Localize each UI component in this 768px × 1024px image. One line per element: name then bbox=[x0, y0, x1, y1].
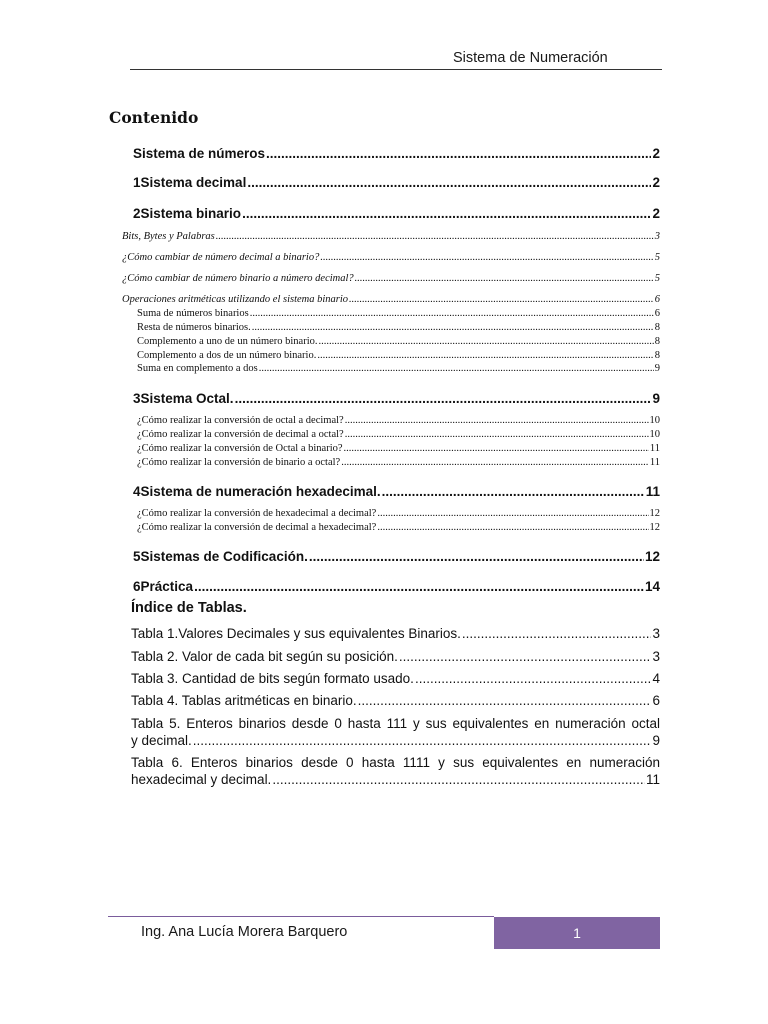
toc-leader bbox=[399, 649, 652, 664]
toc-entry-page: 8 bbox=[654, 322, 660, 333]
toc-entry-page: 3 bbox=[654, 231, 660, 242]
toc-entry-text: Sistemas de Codificación. bbox=[140, 549, 308, 564]
toc-leader bbox=[341, 457, 649, 468]
toc-entry-page: 6 bbox=[654, 294, 660, 305]
toc-entry-page: 11 bbox=[645, 484, 660, 499]
toc-entry-text: ¿Cómo realizar la conversión de hexadecimal a decimal? bbox=[137, 508, 377, 519]
toc-entry[interactable] bbox=[133, 175, 660, 190]
toc-entry[interactable] bbox=[137, 350, 660, 361]
toc-leader bbox=[272, 771, 645, 788]
toc-entry-page: 8 bbox=[654, 350, 660, 361]
toc-entry-text: Operaciones aritméticas utilizando el sistema binario bbox=[122, 294, 349, 305]
toc-entry-text: Sistema Octal. bbox=[140, 391, 234, 406]
toc-leader bbox=[242, 206, 651, 221]
toc-entry[interactable] bbox=[133, 391, 660, 406]
toc-entry-text: Sistema decimal bbox=[140, 175, 247, 190]
toc-entry-page: 12 bbox=[644, 549, 660, 564]
toc-entry[interactable] bbox=[137, 443, 660, 454]
toc-entry-page: 6 bbox=[654, 308, 660, 319]
toc-leader bbox=[216, 231, 654, 242]
toc-entry-number: 2 bbox=[133, 206, 141, 221]
toc-entry-page: 10 bbox=[649, 415, 660, 426]
toc-leader bbox=[317, 350, 653, 361]
toc-leader bbox=[415, 671, 652, 686]
toc-entry[interactable] bbox=[137, 363, 660, 374]
toc-entry-text: ¿Cómo realizar la conversión de decimal a hexadecimal? bbox=[137, 522, 377, 533]
toc-leader bbox=[319, 336, 654, 347]
toc-entry-page: 14 bbox=[644, 579, 660, 594]
toc-leader bbox=[345, 429, 649, 440]
toc-entry[interactable] bbox=[122, 273, 660, 284]
toc-entry-text: ¿Cómo realizar la conversión de binario a octal? bbox=[137, 457, 341, 468]
toc-entry[interactable] bbox=[122, 252, 660, 263]
toc-entry-text: Sistema de números bbox=[133, 146, 266, 161]
toc-leader bbox=[259, 363, 654, 374]
header-rule bbox=[130, 69, 662, 70]
table-entry-text: Tabla 3. Cantidad de bits según formato usado. bbox=[131, 671, 414, 686]
toc-entry-text: ¿Cómo realizar la conversión de decimal a octal? bbox=[137, 429, 344, 440]
toc-entry-page: 9 bbox=[652, 391, 660, 406]
toc-leader bbox=[252, 322, 654, 333]
table-entry-text: Tabla 5. Enteros binarios desde 0 hasta 111 y sus equivalentes en numeración octal bbox=[131, 716, 660, 731]
footer-page-number bbox=[494, 917, 660, 949]
toc-entry-page: 12 bbox=[649, 508, 660, 519]
toc-leader bbox=[194, 579, 644, 594]
toc-entry-text: Resta de números binarios. bbox=[137, 322, 251, 333]
toc-entry-text: ¿Cómo realizar la conversión de octal a decimal? bbox=[137, 415, 344, 426]
toc-entry-page: 2 bbox=[652, 146, 660, 161]
toc-leader bbox=[377, 522, 648, 533]
toc-entry-text: Sistema de numeración hexadecimal. bbox=[140, 484, 381, 499]
toc-entry-page: 5 bbox=[654, 252, 660, 263]
toc-entry-text: Sistema binario bbox=[140, 206, 242, 221]
toc-leader bbox=[349, 294, 654, 305]
table-entry-page: 6 bbox=[652, 693, 660, 708]
toc-entry-page: 9 bbox=[654, 363, 660, 374]
toc-entry-text: Suma de números binarios bbox=[137, 308, 249, 319]
toc-leader bbox=[266, 146, 651, 161]
toc-entry[interactable] bbox=[133, 579, 660, 594]
toc-entry-text: ¿Cómo realizar la conversión de Octal a binario? bbox=[137, 443, 343, 454]
toc-entry-page: 11 bbox=[649, 457, 660, 468]
table-index-entry[interactable] bbox=[131, 715, 660, 749]
table-entry-page: 4 bbox=[652, 671, 660, 686]
toc-entry[interactable] bbox=[137, 508, 660, 519]
toc-heading: Contenido bbox=[109, 108, 199, 127]
toc-entry-page: 10 bbox=[649, 429, 660, 440]
toc-leader bbox=[462, 626, 652, 641]
toc-entry-text: Complemento a uno de un número binario. bbox=[137, 336, 318, 347]
header-title: Sistema de Numeración bbox=[453, 50, 608, 66]
toc-leader bbox=[250, 308, 654, 319]
table-entry-page: 9 bbox=[652, 733, 660, 748]
toc-entry[interactable] bbox=[137, 308, 660, 319]
toc-entry-text: Suma en complemento a dos bbox=[137, 363, 258, 374]
toc-entry-page: 12 bbox=[649, 522, 660, 533]
toc-entry[interactable] bbox=[137, 457, 660, 468]
toc-entry-page: 8 bbox=[654, 336, 660, 347]
table-entry-text: Tabla 6. Enteros binarios desde 0 hasta 1111 y sus equivalentes en numeración bbox=[131, 755, 660, 770]
toc-entry-page: 5 bbox=[654, 273, 660, 284]
toc-entry[interactable] bbox=[133, 206, 660, 221]
toc-entry[interactable] bbox=[137, 429, 660, 440]
toc-entry[interactable] bbox=[137, 322, 660, 333]
toc-entry-number: 1 bbox=[133, 175, 141, 190]
toc-leader bbox=[377, 508, 648, 519]
toc-entry[interactable] bbox=[133, 146, 660, 161]
toc-leader bbox=[247, 175, 651, 190]
toc-entry-number: 6 bbox=[133, 579, 141, 594]
table-index-entry[interactable] bbox=[131, 693, 660, 708]
tables-index-heading: Índice de Tablas. bbox=[131, 600, 247, 616]
footer-rule bbox=[108, 916, 494, 917]
page-number-text: 1 bbox=[573, 925, 581, 941]
table-entry-text: Tabla 2. Valor de cada bit según su posición. bbox=[131, 649, 398, 664]
toc-entry-text: Complemento a dos de un número binario. bbox=[137, 350, 317, 361]
table-entry-text: Tabla 1.Valores Decimales y sus equivalentes Binarios. bbox=[131, 626, 461, 641]
toc-leader bbox=[309, 549, 644, 564]
footer-author: Ing. Ana Lucía Morera Barquero bbox=[141, 924, 348, 940]
toc-entry[interactable] bbox=[133, 549, 660, 564]
toc-entry[interactable] bbox=[137, 336, 660, 347]
toc-entry-text: ¿Cómo cambiar de número binario a número decimal? bbox=[122, 273, 354, 284]
toc-entry-text: Práctica bbox=[140, 579, 194, 594]
toc-entry-page: 11 bbox=[649, 443, 660, 454]
toc-entry[interactable] bbox=[137, 522, 660, 533]
toc-leader bbox=[345, 415, 649, 426]
table-entry-text-cont: y decimal. bbox=[131, 733, 192, 748]
toc-leader bbox=[193, 732, 652, 749]
toc-entry-page: 2 bbox=[652, 206, 660, 221]
toc-entry[interactable] bbox=[122, 231, 660, 242]
toc-leader bbox=[235, 391, 652, 406]
table-entry-page: 3 bbox=[652, 649, 660, 664]
table-entry-page: 11 bbox=[645, 772, 660, 787]
toc-entry-number: 5 bbox=[133, 549, 141, 564]
toc-entry[interactable] bbox=[122, 294, 660, 305]
table-index-entry[interactable] bbox=[131, 649, 660, 664]
toc-leader bbox=[382, 484, 645, 499]
toc-entry-text: Bits, Bytes y Palabras bbox=[122, 231, 215, 242]
toc-entry-text: ¿Cómo cambiar de número decimal a binario? bbox=[122, 252, 320, 263]
table-entry-page: 3 bbox=[652, 626, 660, 641]
table-index-entry[interactable] bbox=[131, 754, 660, 788]
toc-entry[interactable] bbox=[133, 484, 660, 499]
table-entry-text-cont: hexadecimal y decimal. bbox=[131, 772, 272, 787]
table-index-entry[interactable] bbox=[131, 671, 660, 686]
toc-leader bbox=[344, 443, 649, 454]
toc-entry-number: 3 bbox=[133, 391, 141, 406]
toc-entry[interactable] bbox=[137, 415, 660, 426]
table-entry-text: Tabla 4. Tablas aritméticas en binario. bbox=[131, 693, 357, 708]
toc-entry-number: 4 bbox=[133, 484, 141, 499]
toc-leader bbox=[355, 273, 654, 284]
toc-leader bbox=[358, 693, 652, 708]
toc-leader bbox=[320, 252, 653, 263]
toc-entry-page: 2 bbox=[652, 175, 660, 190]
table-index-entry[interactable] bbox=[131, 626, 660, 641]
